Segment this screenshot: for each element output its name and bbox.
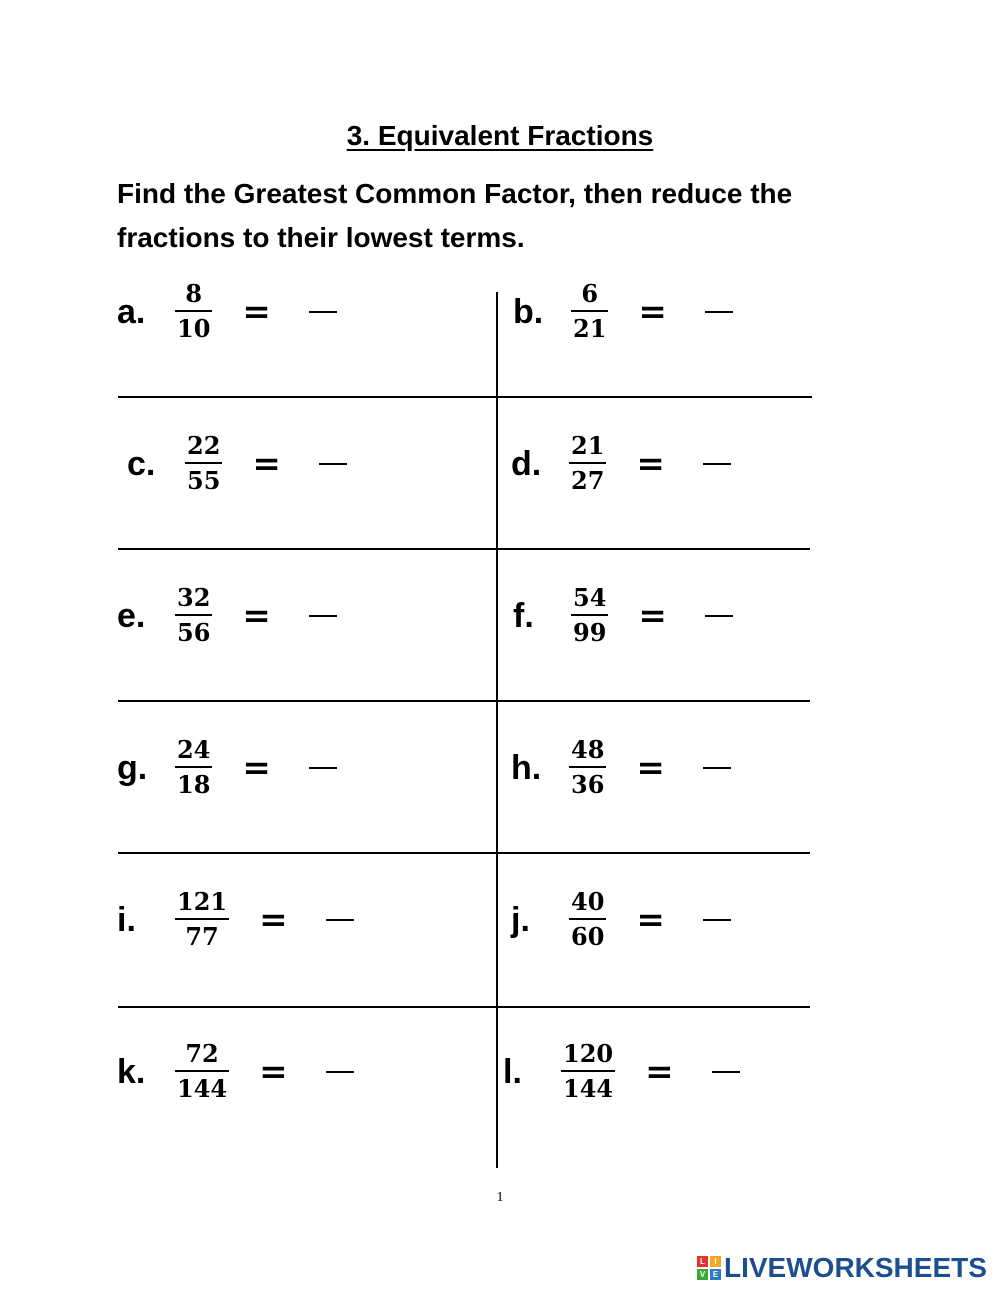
problem-b [513, 272, 733, 352]
denominator: 144 [563, 1074, 614, 1103]
row-divider [118, 396, 812, 398]
fraction [175, 736, 212, 800]
row-divider [118, 548, 810, 550]
numerator: 40 [571, 887, 605, 916]
numerator: 24 [177, 735, 211, 764]
problem-letter: e. [117, 596, 146, 635]
equals-sign: = [638, 292, 667, 332]
answer-blank[interactable] [703, 767, 731, 769]
denominator: 55 [187, 466, 221, 495]
problem-letter: h. [511, 748, 542, 787]
equals-sign: = [242, 596, 271, 636]
fraction [569, 888, 606, 952]
problem-c [127, 424, 347, 504]
problem-a [117, 272, 337, 352]
fraction [571, 280, 608, 344]
numerator: 54 [573, 583, 607, 612]
equals-sign: = [242, 748, 271, 788]
logo-tile: V [697, 1269, 708, 1280]
logo-tile: L [697, 1256, 708, 1267]
answer-blank[interactable] [309, 615, 337, 617]
problem-k [117, 1032, 354, 1112]
problem-letter: c. [127, 444, 156, 483]
denominator: 18 [177, 770, 211, 799]
denominator: 36 [571, 770, 605, 799]
answer-blank[interactable] [309, 311, 337, 313]
problem-letter: l. [503, 1052, 522, 1091]
problem-letter: d. [511, 444, 542, 483]
problem-f [513, 576, 733, 656]
problem-i [117, 880, 354, 960]
fraction [175, 584, 212, 648]
numerator: 32 [177, 583, 211, 612]
fraction [569, 736, 606, 800]
equals-sign: = [252, 444, 281, 484]
fraction [175, 1040, 229, 1104]
problem-letter: i. [117, 900, 136, 939]
fraction [185, 432, 222, 496]
answer-blank[interactable] [705, 615, 733, 617]
problem-g [117, 728, 337, 808]
denominator: 144 [177, 1074, 228, 1103]
denominator: 56 [177, 618, 211, 647]
row-divider [118, 1006, 810, 1008]
problem-e [117, 576, 337, 656]
equals-sign: = [636, 748, 665, 788]
answer-blank[interactable] [309, 767, 337, 769]
logo-tile: I [710, 1256, 721, 1267]
liveworksheets-logo-icon [697, 1256, 721, 1280]
answer-blank[interactable] [703, 463, 731, 465]
problem-letter: f. [513, 596, 534, 635]
problem-letter: b. [513, 292, 544, 331]
problem-letter: j. [511, 900, 530, 939]
problem-letter: k. [117, 1052, 146, 1091]
logo-tile: E [710, 1269, 721, 1280]
answer-blank[interactable] [319, 463, 347, 465]
numerator: 22 [187, 431, 221, 460]
fraction [561, 1040, 615, 1104]
equals-sign: = [636, 900, 665, 940]
equals-sign: = [645, 1052, 674, 1092]
problem-letter: a. [117, 292, 146, 331]
worksheet-title: 3. Equivalent Fractions [346, 120, 654, 151]
answer-blank[interactable] [712, 1071, 740, 1073]
liveworksheets-brand[interactable] [697, 1252, 987, 1284]
denominator: 99 [573, 618, 607, 647]
equals-sign: = [638, 596, 667, 636]
problem-j [511, 880, 731, 960]
answer-blank[interactable] [705, 311, 733, 313]
page-number: 1 [496, 1190, 504, 1205]
problem-d [511, 424, 731, 504]
problem-h [511, 728, 731, 808]
answer-blank[interactable] [326, 919, 354, 921]
numerator: 121 [177, 887, 228, 916]
equals-sign: = [242, 292, 271, 332]
numerator: 120 [563, 1039, 614, 1068]
fraction [175, 280, 212, 344]
row-divider [118, 852, 810, 854]
denominator: 27 [571, 466, 605, 495]
denominator: 60 [571, 922, 605, 951]
answer-blank[interactable] [703, 919, 731, 921]
row-divider [118, 700, 810, 702]
equals-sign: = [259, 900, 288, 940]
denominator: 10 [177, 314, 211, 343]
equals-sign: = [636, 444, 665, 484]
answer-blank[interactable] [326, 1071, 354, 1073]
problem-letter: g. [117, 748, 148, 787]
fraction [571, 584, 608, 648]
center-divider [496, 292, 498, 1168]
numerator: 48 [571, 735, 605, 764]
numerator: 8 [185, 279, 203, 308]
numerator: 6 [581, 279, 599, 308]
instructions: Find the Greatest Common Factor, then reduce the fractions to their lowest terms. [117, 178, 793, 253]
numerator: 72 [185, 1039, 219, 1068]
denominator: 77 [185, 922, 219, 951]
fraction [175, 888, 229, 952]
brand-name: LIVEWORKSHEETS [724, 1252, 987, 1283]
fraction [569, 432, 606, 496]
numerator: 21 [571, 431, 605, 460]
denominator: 21 [573, 314, 607, 343]
problem-l [503, 1032, 740, 1112]
equals-sign: = [259, 1052, 288, 1092]
